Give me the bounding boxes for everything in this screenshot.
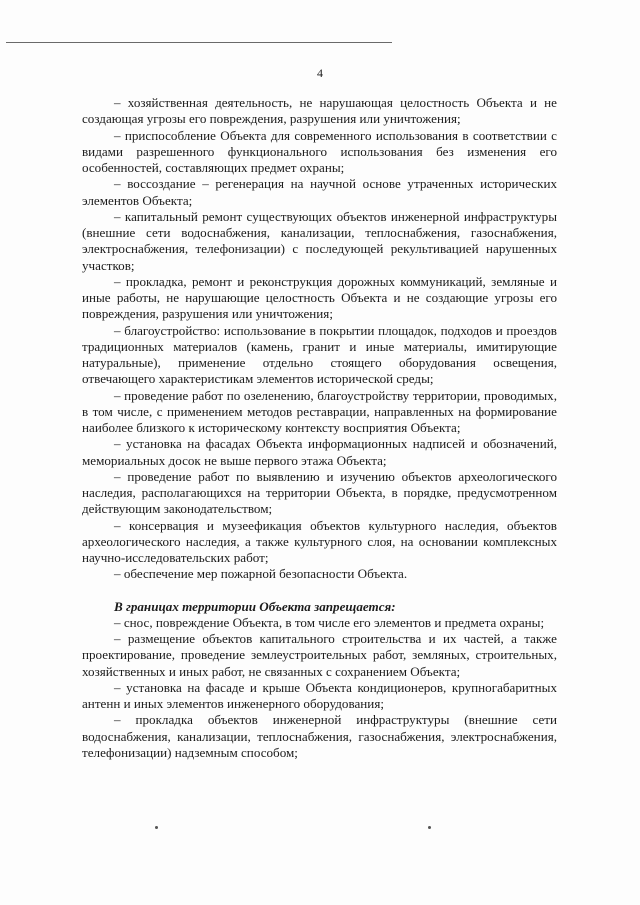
paragraph-allowed-4: – капитальный ремонт существующих объектов инженерной инфраструктуры (внешние сети водоснабжения, канализации, теплоснабжения, газоснабжения, электроснабжения, телефонизации) с последующей рекультивацией нарушенных участков; (82, 208, 557, 273)
page-number: 4 (317, 66, 323, 80)
paragraph-allowed-8: – установка на фасадах Объекта информационных надписей и обозначений, мемориальных досок не выше первого этажа Объекта; (82, 436, 557, 468)
paragraph-allowed-2: – приспособление Объекта для современного использования в соответствии с видами разрешенного функционального использования без изменения его особенностей, составляющих предмет охраны; (82, 127, 557, 175)
header-rule (6, 42, 392, 43)
paragraph-prohibited-3: – установка на фасаде и крыше Объекта кондиционеров, крупногабаритных антенн и иных элементов инженерного оборудования; (82, 679, 557, 711)
prohibited-heading: В границах территории Объекта запрещается: (114, 598, 396, 614)
paragraph-prohibited-4: – прокладка объектов инженерной инфраструктуры (внешние сети водоснабжения, канализации, теплоснабжения, газоснабжения, электроснабжения, телефонизации) надземным способом; (82, 712, 557, 760)
paragraph-allowed-3: – воссоздание – регенерация на научной основе утраченных исторических элементов Объекта; (82, 176, 557, 208)
paragraph-allowed-7: – проведение работ по озеленению, благоустройству территории, проводимых, в том числе, с применением методов реставрации, направленных на формирование наиболее близкого к историческому контексту восприятия Объекта; (82, 387, 557, 435)
paragraph-allowed-6: – благоустройство: использование в покрытии площадок, подходов и проездов традиционных материалов (камень, гранит и иные материалы, имитирующие натуральные), применение отдельно стоящего оборудования освещения, отвечающего характеристикам элементов исторической среды; (82, 322, 557, 387)
paragraph-allowed-10: – консервация и музеефикация объектов культурного наследия, объектов археологического наследия, а также культурного слоя, на основании комплексных научно-исследовательских работ; (82, 517, 557, 565)
scan-speck (155, 826, 158, 829)
paragraph-allowed-5: – прокладка, ремонт и реконструкция дорожных коммуникаций, земляные и иные работы, не нарушающие целостность Объекта и не создающие угрозы его повреждения, разрушения или уничтожения; (82, 273, 557, 322)
scan-speck (428, 826, 431, 829)
paragraph-prohibited-1: – снос, повреждение Объекта, в том числе его элементов и предмета охраны; (114, 614, 545, 630)
paragraph-allowed-1: – хозяйственная деятельность, не нарушающая целостность Объекта и не создающая угрозы его повреждения, разрушения или уничтожения; (82, 95, 557, 127)
paragraph-allowed-11: – обеспечение мер пожарной безопасности Объекта. (114, 566, 408, 582)
paragraph-prohibited-2: – размещение объектов капитального строительства и их частей, а также проектирование, проведение землеустроительных работ, земляных, строительных, хозяйственных и иных работ, не связанных с сохранением Объекта; (82, 631, 557, 679)
paragraph-allowed-9: – проведение работ по выявлению и изучению объектов археологического наследия, располагающихся на территории Объекта, в порядке, предусмотренном действующим законодательством; (82, 468, 557, 517)
document-body (82, 95, 557, 761)
